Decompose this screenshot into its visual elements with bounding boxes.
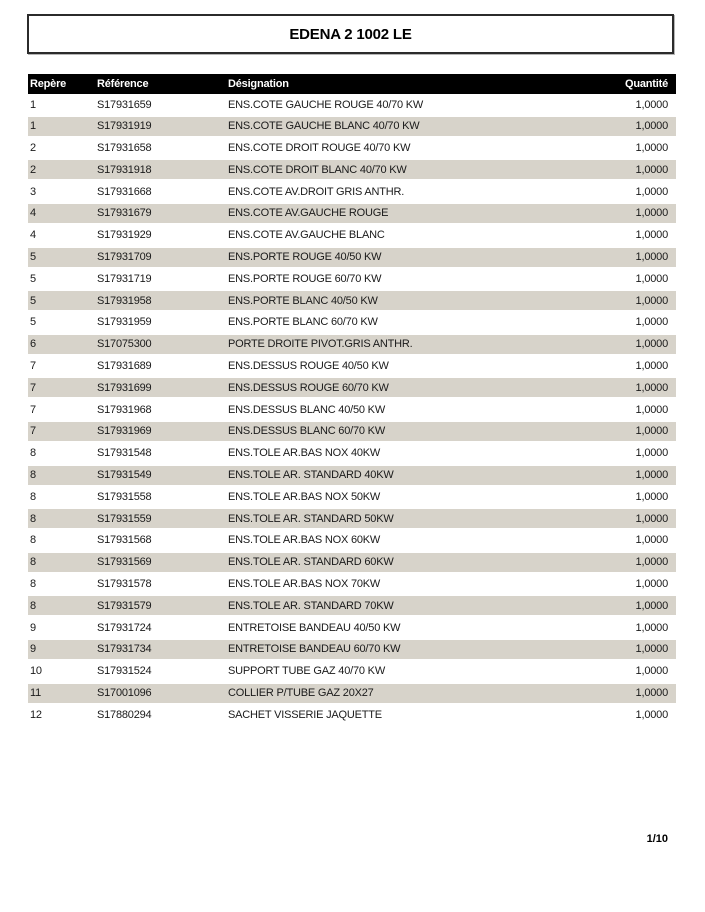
cell-designation: ENS.TOLE AR. STANDARD 70KW [228, 599, 394, 612]
cell-repere: 11 [30, 687, 42, 700]
cell-reference: S17931958 [97, 294, 152, 307]
cell-reference: S17931919 [97, 120, 152, 133]
table-row [28, 378, 676, 397]
cell-quantite: 1,0000 [635, 207, 668, 220]
table-row [28, 400, 676, 419]
cell-repere: 12 [30, 708, 42, 721]
cell-repere: 8 [30, 490, 36, 503]
table-row [28, 335, 676, 354]
cell-designation: SUPPORT TUBE GAZ 40/70 KW [228, 665, 385, 678]
table-row [28, 226, 676, 245]
table-row [28, 139, 676, 158]
cell-repere: 1 [30, 120, 36, 133]
table-row [28, 575, 676, 594]
cell-reference: S17931579 [97, 599, 152, 612]
table-body [28, 95, 676, 724]
table-row [28, 117, 676, 136]
cell-repere: 8 [30, 469, 36, 482]
cell-designation: PORTE DROITE PIVOT.GRIS ANTHR. [228, 338, 413, 351]
cell-repere: 2 [30, 163, 36, 176]
cell-reference: S17931659 [97, 98, 152, 111]
cell-quantite: 1,0000 [635, 447, 668, 460]
cell-quantite: 1,0000 [635, 229, 668, 242]
cell-reference: S17001096 [97, 687, 152, 700]
cell-repere: 3 [30, 185, 36, 198]
column-header-quantite: Quantité [624, 78, 668, 90]
cell-designation: ENS.PORTE ROUGE 40/50 KW [228, 251, 382, 264]
table-row [28, 684, 676, 703]
table-row [28, 269, 676, 288]
table-row [28, 95, 676, 114]
table-row [28, 487, 676, 506]
cell-repere: 1 [30, 98, 36, 111]
cell-quantite: 1,0000 [635, 512, 668, 525]
cell-repere: 4 [30, 229, 36, 242]
cell-reference: S17931558 [97, 490, 152, 503]
table-row [28, 313, 676, 332]
cell-designation: ENS.PORTE ROUGE 60/70 KW [228, 272, 382, 285]
cell-repere: 7 [30, 360, 36, 373]
table-row [28, 422, 676, 441]
cell-designation: ENS.COTE DROIT ROUGE 40/70 KW [228, 142, 411, 155]
column-header-repere: Repère [30, 78, 67, 90]
parts-table [28, 74, 676, 727]
cell-repere: 5 [30, 294, 36, 307]
cell-reference: S17931968 [97, 403, 152, 416]
cell-repere: 8 [30, 512, 36, 525]
table-row [28, 204, 676, 223]
cell-reference: S17931679 [97, 207, 152, 220]
table-row [28, 357, 676, 376]
cell-repere: 2 [30, 142, 36, 155]
cell-quantite: 1,0000 [635, 708, 668, 721]
cell-designation: ENS.PORTE BLANC 60/70 KW [228, 316, 378, 329]
cell-reference: S17931699 [97, 381, 152, 394]
page-number: 1/10 [646, 833, 668, 845]
cell-quantite: 1,0000 [635, 272, 668, 285]
cell-repere: 8 [30, 599, 36, 612]
cell-quantite: 1,0000 [635, 185, 668, 198]
cell-quantite: 1,0000 [635, 425, 668, 438]
cell-repere: 5 [30, 251, 36, 264]
cell-reference: S17931929 [97, 229, 152, 242]
cell-reference: S17931719 [97, 272, 152, 285]
cell-designation: SACHET VISSERIE JAQUETTE [228, 708, 382, 721]
table-row [28, 509, 676, 528]
table-row [28, 248, 676, 267]
column-header-designation: Désignation [228, 78, 289, 90]
cell-reference: S17075300 [97, 338, 152, 351]
cell-designation: ENS.COTE AV.GAUCHE ROUGE [228, 207, 389, 220]
cell-reference: S17931689 [97, 360, 152, 373]
table-row [28, 662, 676, 681]
cell-designation: ENS.TOLE AR.BAS NOX 70KW [228, 578, 381, 591]
cell-designation: ENS.TOLE AR. STANDARD 60KW [228, 556, 394, 569]
cell-quantite: 1,0000 [635, 534, 668, 547]
cell-designation: ENS.TOLE AR.BAS NOX 60KW [228, 534, 381, 547]
cell-repere: 8 [30, 556, 36, 569]
cell-reference: S17931668 [97, 185, 152, 198]
cell-quantite: 1,0000 [635, 403, 668, 416]
cell-quantite: 1,0000 [635, 621, 668, 634]
cell-repere: 5 [30, 316, 36, 329]
cell-quantite: 1,0000 [635, 599, 668, 612]
cell-quantite: 1,0000 [635, 556, 668, 569]
cell-designation: ENS.TOLE AR.BAS NOX 40KW [228, 447, 381, 460]
cell-repere: 5 [30, 272, 36, 285]
cell-designation: ENS.TOLE AR. STANDARD 50KW [228, 512, 394, 525]
cell-quantite: 1,0000 [635, 360, 668, 373]
table-row [28, 553, 676, 572]
cell-reference: S17931524 [97, 665, 152, 678]
cell-designation: ENTRETOISE BANDEAU 40/50 KW [228, 621, 401, 634]
table-header [28, 74, 676, 94]
cell-designation: ENS.TOLE AR. STANDARD 40KW [228, 469, 394, 482]
cell-quantite: 1,0000 [635, 687, 668, 700]
table-row [28, 531, 676, 550]
cell-designation: ENS.DESSUS ROUGE 40/50 KW [228, 360, 389, 373]
cell-reference: S17931918 [97, 163, 152, 176]
cell-repere: 8 [30, 578, 36, 591]
cell-repere: 7 [30, 381, 36, 394]
cell-designation: ENS.COTE GAUCHE BLANC 40/70 KW [228, 120, 420, 133]
cell-reference: S17931548 [97, 447, 152, 460]
cell-reference: S17931559 [97, 512, 152, 525]
document-title-box [27, 14, 674, 54]
cell-designation: ENS.TOLE AR.BAS NOX 50KW [228, 490, 381, 503]
document-title: EDENA 2 1002 LE [289, 25, 412, 43]
cell-repere: 9 [30, 621, 36, 634]
cell-quantite: 1,0000 [635, 338, 668, 351]
cell-designation: ENS.PORTE BLANC 40/50 KW [228, 294, 378, 307]
column-header-reference: Référence [97, 78, 149, 90]
cell-quantite: 1,0000 [635, 469, 668, 482]
table-row [28, 182, 676, 201]
cell-reference: S17931549 [97, 469, 152, 482]
cell-quantite: 1,0000 [635, 643, 668, 656]
cell-quantite: 1,0000 [635, 294, 668, 307]
cell-quantite: 1,0000 [635, 163, 668, 176]
table-row [28, 618, 676, 637]
cell-reference: S17931568 [97, 534, 152, 547]
cell-reference: S17931569 [97, 556, 152, 569]
cell-designation: ENS.COTE AV.DROIT GRIS ANTHR. [228, 185, 405, 198]
cell-quantite: 1,0000 [635, 98, 668, 111]
table-row [28, 291, 676, 310]
table-row [28, 466, 676, 485]
table-row [28, 705, 676, 724]
cell-reference: S17931724 [97, 621, 152, 634]
cell-designation: ENS.DESSUS ROUGE 60/70 KW [228, 381, 389, 394]
cell-quantite: 1,0000 [635, 578, 668, 591]
cell-designation: ENS.COTE DROIT BLANC 40/70 KW [228, 163, 407, 176]
cell-reference: S17931709 [97, 251, 152, 264]
cell-reference: S17931658 [97, 142, 152, 155]
cell-quantite: 1,0000 [635, 120, 668, 133]
cell-repere: 8 [30, 447, 36, 460]
cell-reference: S17931969 [97, 425, 152, 438]
cell-repere: 8 [30, 534, 36, 547]
cell-repere: 4 [30, 207, 36, 220]
cell-repere: 7 [30, 403, 36, 416]
cell-quantite: 1,0000 [635, 316, 668, 329]
cell-designation: ENTRETOISE BANDEAU 60/70 KW [228, 643, 401, 656]
cell-designation: ENS.DESSUS BLANC 40/50 KW [228, 403, 386, 416]
cell-repere: 9 [30, 643, 36, 656]
cell-designation: ENS.COTE GAUCHE ROUGE 40/70 KW [228, 98, 424, 111]
cell-quantite: 1,0000 [635, 665, 668, 678]
cell-designation: ENS.COTE AV.GAUCHE BLANC [228, 229, 385, 242]
cell-repere: 6 [30, 338, 36, 351]
cell-designation: COLLIER P/TUBE GAZ 20X27 [228, 687, 374, 700]
cell-quantite: 1,0000 [635, 142, 668, 155]
cell-repere: 7 [30, 425, 36, 438]
table-row [28, 160, 676, 179]
cell-reference: S17931959 [97, 316, 152, 329]
cell-reference: S17880294 [97, 708, 152, 721]
table-row [28, 444, 676, 463]
cell-quantite: 1,0000 [635, 251, 668, 264]
cell-reference: S17931734 [97, 643, 152, 656]
cell-designation: ENS.DESSUS BLANC 60/70 KW [228, 425, 386, 438]
table-row [28, 596, 676, 615]
cell-reference: S17931578 [97, 578, 152, 591]
cell-quantite: 1,0000 [635, 490, 668, 503]
cell-quantite: 1,0000 [635, 381, 668, 394]
table-row [28, 640, 676, 659]
cell-repere: 10 [30, 665, 42, 678]
